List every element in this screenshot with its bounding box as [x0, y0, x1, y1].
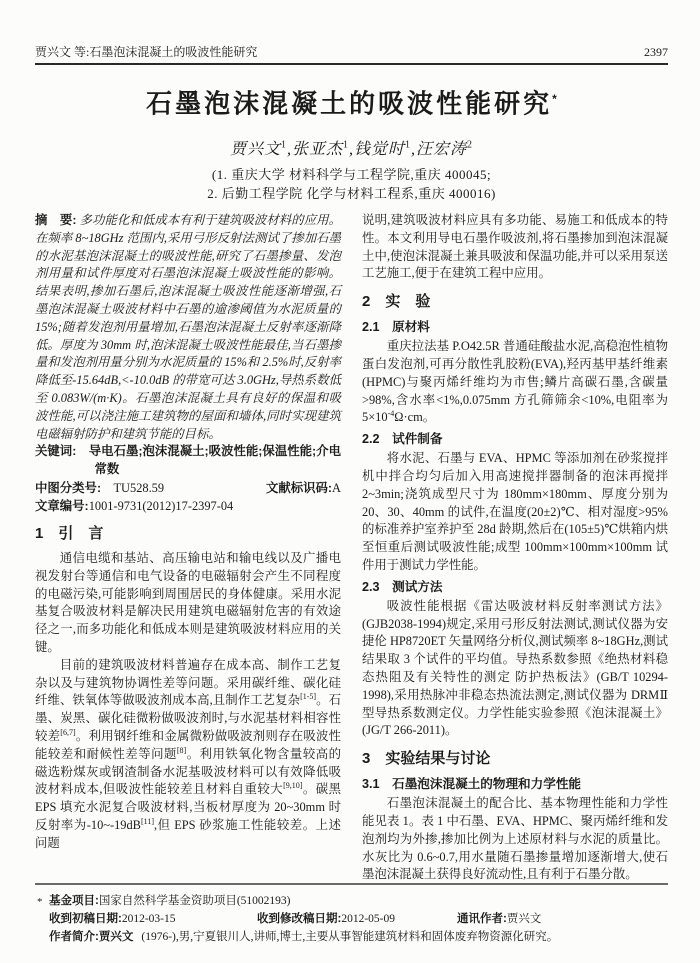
section-heading-results: 3 实验结果与讨论	[362, 750, 491, 768]
footnote-body	[35, 892, 668, 946]
section-heading-introduction: 1 引 言	[35, 524, 104, 542]
received-date	[49, 910, 257, 928]
paragraph-text: 。碳黑 EPS 填充水泥复合吸波材料,当板材厚度为 20~30mm 时反射率为-10~-19dB	[35, 782, 341, 832]
paragraph-text: 。利用铁氧化物含量较高的磁选粉煤灰或钢渣制备水泥基吸波材料可以有效降低吸波材料成本,但吸波性能较差且材料自重较大	[35, 746, 342, 797]
author	[354, 141, 416, 158]
abstract-text: 多功能化和低成本有利于建筑吸波材料的应用。在频率 8~18GHz 范围内,采用弓形反射法测试了掺加石墨的水泥基泡沫混凝土的吸波性能,研究了石墨掺量、发泡剂用量和试件厚度对石墨泡沫混凝土吸波性能的影响。结果表明,掺加石墨后,泡沫混凝土吸波性能逐渐增强,石墨泡沫混凝土吸波材料中石墨的逾渗阈值为水泥质量的 15%;随着发泡剂用量增加,石墨泡沫混凝土反射率逐渐降低。厚度为 30mm 时,泡沫混凝土吸波性能最佳,当石墨掺量和发泡剂用量分别为水泥质量的 15%和 2.5%时,反射率降低至-15.64dB,<-10.0dB 的带宽可达 3.0GHz,导热系数低至 0.083W/(m·K)。石墨泡沫混凝土具有良好的保温和吸波性能,可以浇注施工建筑物的屋面和墙体,同时实现建筑电磁辐射防护和建筑节能的目标。	[35, 212, 341, 441]
clc-label: 中图分类号:	[35, 480, 102, 495]
doc-code	[266, 479, 341, 497]
clc-number	[35, 479, 164, 497]
affiliation-line-1: (1. 重庆大学 材料科学与工程学院,重庆 400045;	[211, 166, 492, 182]
article-title	[35, 81, 668, 122]
corresponding-author-name: 贾兴文	[506, 913, 542, 925]
continuation-paragraph: 说明,建筑吸波材料应具有多功能、易施工和低成本的特性。本文利用导电石墨作吸波剂,将石墨掺加到泡沫混凝土中,使泡沫混凝土兼具吸波和保温功能,并可以采用泵送工艺施工,便于在建筑工程中应用。	[362, 212, 668, 281]
author-separator: ,	[286, 140, 292, 158]
doc-code-value: A	[332, 480, 341, 495]
author-name: 钱觉时	[354, 140, 406, 158]
corresponding-author-label: 通讯作者:	[457, 913, 507, 925]
citation-sup: [11]	[140, 816, 154, 826]
citation-sup: [6,7]	[60, 727, 76, 737]
author-affil-sup: 1	[280, 139, 287, 151]
test-methods-paragraph: 吸波性能根据《雷达吸波材料反射率测试方法》(GJB2038-1994)规定,采用弓形反射法测试,测试仪器为安捷伦 HP8720ET 矢量网络分析仪,测试频率 8~18GHz,测试结果取 3 个试件的平均值。导热系数参照《绝热材料稳态热阻及有关特性的测定 防护热板法》(GB/T 10294-1998),采用热脉冲非稳态热流法测定,测试仪器为 DRMⅡ型导热系数测定仪。力学性能实验参照《泡沫混凝土》(JG/T 266-2011)。	[362, 598, 668, 738]
fund-project-text: 国家自然科学基金资助项目(51002193)	[98, 895, 291, 907]
author-affil-sup: 1	[343, 139, 349, 151]
author	[230, 141, 292, 158]
title-footnote-mark: *	[552, 92, 557, 106]
intro-paragraph-1: 通信电缆和基站、高压输电站和输电线以及广播电视发射台等通信和电气设备的电磁辐射会产生不同程度的电磁污染,可能影响到周围居民的身体健康。采用水泥基复合吸波材料是解决民用建筑电磁辐射危害的有效途径之一,而多功能化和低成本则是建筑吸波材料应用的关键。	[35, 550, 341, 654]
revised-date-label: 收到修改稿日期:	[257, 913, 342, 925]
abstract-label: 摘 要:	[35, 212, 77, 227]
revised-date	[257, 910, 457, 928]
paragraph-text: Ω·cm。	[394, 410, 436, 425]
raw-materials-paragraph	[362, 338, 668, 427]
author	[416, 141, 473, 158]
paragraph-text: 。利用钢纤维和金属微粉做吸波剂则存在吸波性能较差和耐候性差等问题	[35, 728, 342, 761]
page-number: 2397	[644, 45, 668, 59]
citation-sup: [9,10]	[283, 781, 303, 791]
right-column	[362, 212, 668, 894]
author-affil-sup: 1	[405, 139, 412, 151]
article-id-line	[35, 497, 341, 515]
abstract	[35, 212, 341, 443]
affiliation-block	[35, 165, 668, 203]
author-separator: ,	[411, 140, 417, 158]
keywords-label: 关键词:	[35, 444, 77, 459]
paragraph-text: 目前的建筑吸波材料普遍存在成本高、制作工艺复杂以及与建筑物协调性差等问题。采用碳纤维、碳化硅纤维、铁氧体等做吸波剂成本高,且制作工艺复杂	[35, 657, 341, 708]
article-id-label: 文章编号:	[35, 498, 89, 513]
subsection-heading-physical-mechanical: 3.1 石墨泡沫混凝土的物理和力学性能	[362, 777, 582, 792]
fund-project-line	[49, 892, 668, 910]
intro-paragraph-2	[35, 657, 341, 853]
subsection-heading-specimen-preparation: 2.2 试件制备	[362, 432, 443, 447]
exponent-sup: -4	[387, 409, 395, 419]
author-bio-name: 贾兴文	[98, 931, 134, 943]
author-bio-label: 作者简介:	[49, 931, 99, 943]
running-title: 贾兴文 等:石墨泡沫混凝土的吸波性能研究	[35, 45, 258, 59]
results-paragraph: 石墨泡沫混凝土的配合比、基本物理性能和力学性能见表 1。表 1 中石墨、EVA、HPMC、聚丙烯纤维和发泡剂均为外掺,掺加比例为上述原材料与水泥的质量比。水灰比为 0.6~0.7,用水量随石墨掺量增加逐渐增大,使石墨泡沫混凝土获得良好流动性,且有利于石墨分散。	[362, 796, 668, 882]
subsection-heading-test-methods: 2.3 测试方法	[362, 579, 443, 594]
section-heading-experiment: 2 实 验	[362, 293, 431, 311]
paragraph-text: 重庆拉法基 P.O42.5R 普通硅酸盐水泥,高稳泡性植物蛋白发泡剂,可再分散性乳胶粉(EVA),羟丙基甲基纤维素(HPMC)与聚丙烯纤维均为市售;鳞片高碳石墨,含碳量>98%,含水率<1%,0.075mm 方孔筛筛余<10%,电阻率为 5×10	[362, 339, 668, 425]
article-title-text: 石墨泡沫混凝土的吸波性能研究	[146, 88, 553, 119]
footnote-block	[35, 883, 668, 946]
author-name: 贾兴文	[229, 140, 281, 158]
paragraph-text: 。石墨、炭黑、碳化硅微粉做吸波剂时,与水泥基材料相容性较差	[35, 693, 342, 743]
subsection-heading-raw-materials: 2.1 原材料	[362, 320, 430, 335]
running-header	[35, 44, 668, 65]
clc-line	[35, 479, 341, 497]
received-date-value: 2012-03-15	[121, 913, 176, 925]
citation-sup: [8]	[176, 745, 187, 755]
received-date-label: 收到初稿日期:	[49, 913, 122, 925]
author	[292, 141, 354, 158]
author-bio-text: (1976-),男,宁夏银川人,讲师,博士,主要从事智能建筑材料和固体废弃物资源化研究。	[141, 931, 559, 943]
author-separator: ,	[349, 140, 354, 158]
corresponding-author	[457, 910, 541, 928]
author-name: 汪宏涛	[416, 140, 468, 158]
keywords-text: 导电石墨;泡沫混凝土;吸波性能;保温性能;介电常数	[88, 444, 341, 477]
author-affil-sup: 2	[467, 139, 474, 151]
affiliation-line-2: 2. 后勤工程学院 化学与材料工程系,重庆 400016)	[207, 185, 496, 201]
doc-code-label: 文献标识码:	[265, 480, 333, 495]
author-line	[35, 134, 668, 162]
left-column	[35, 212, 341, 894]
keywords	[35, 443, 341, 479]
specimen-preparation-paragraph: 将水泥、石墨与 EVA、HPMC 等添加剂在砂浆搅拌机中拌合均匀后加入用高速搅拌器制备的泡沫再搅拌 2~3min;浇筑成型尺寸为 180mm×180mm、厚度分别为 20、30、40mm 的试件,在温度(20±2)℃、相对湿度>95%的标准养护室养护至 28d 龄期,然后在(105±5)℃烘箱内烘至恒重后测试吸波性能;成型 100mm×100mm×100mm 试件用于测试力学性能。	[362, 451, 668, 572]
footnote-asterisk-mark: *	[37, 896, 43, 908]
revised-date-value: 2012-05-09	[341, 913, 396, 925]
author-bio-line	[49, 928, 668, 946]
paragraph-text: ,但 EPS 砂浆施工性能较差。上述问题	[35, 817, 341, 850]
clc-value: TU528.59	[113, 480, 165, 495]
dates-line	[49, 910, 668, 928]
article-id-value: 1001-9731(2012)17-2397-04	[88, 498, 234, 513]
author-name: 张亚杰	[291, 140, 343, 158]
citation-sup: [1-5]	[300, 692, 317, 702]
two-column-body	[35, 212, 668, 894]
fund-project-label: 基金项目:	[49, 895, 99, 907]
